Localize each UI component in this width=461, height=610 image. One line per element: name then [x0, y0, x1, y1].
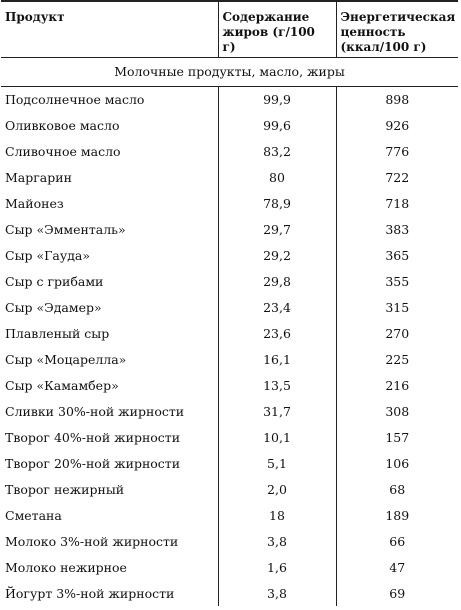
table-row [1, 190, 458, 216]
cell-energy: 47 [336, 554, 458, 580]
cell-energy: 315 [336, 294, 458, 320]
cell-energy: 383 [336, 216, 458, 242]
table-row [1, 112, 458, 138]
cell-energy: 776 [336, 138, 458, 164]
section-row [1, 57, 458, 86]
cell-product: Творог нежирный [5, 481, 125, 497]
cell-energy: 308 [336, 398, 458, 424]
table-row [1, 580, 458, 606]
table-row [1, 216, 458, 242]
cell-product: Маргарин [5, 169, 72, 185]
cell-energy: 157 [336, 424, 458, 450]
cell-fat: 29,7 [218, 216, 336, 242]
header-fat-line2: жиров (г/100 г) [222, 25, 315, 54]
cell-fat: 13,5 [218, 372, 336, 398]
cell-product: Сыр «Камамбер» [5, 377, 119, 393]
table-row [1, 268, 458, 294]
cell-fat: 18 [218, 502, 336, 528]
cell-fat: 99,6 [218, 112, 336, 138]
cell-product: Сыр «Моцарелла» [5, 351, 127, 367]
cell-fat: 80 [218, 164, 336, 190]
cell-fat: 3,8 [218, 580, 336, 606]
cell-energy: 270 [336, 320, 458, 346]
cell-fat: 1,6 [218, 554, 336, 580]
cell-energy: 66 [336, 528, 458, 554]
cell-product: Сыр «Эмменталь» [5, 221, 126, 237]
cell-energy: 365 [336, 242, 458, 268]
cell-fat: 29,2 [218, 242, 336, 268]
cell-fat: 23,6 [218, 320, 336, 346]
cell-energy: 355 [336, 268, 458, 294]
cell-fat: 10,1 [218, 424, 336, 450]
cell-fat: 16,1 [218, 346, 336, 372]
cell-fat: 99,9 [218, 86, 336, 112]
cell-energy: 225 [336, 346, 458, 372]
cell-fat: 29,8 [218, 268, 336, 294]
cell-product: Сыр «Эдамер» [5, 299, 102, 315]
table-row [1, 476, 458, 502]
header-energy-line3: (ккал/100 г) [340, 40, 427, 54]
cell-product: Сливки 30%-ной жирности [5, 403, 185, 419]
table-row [1, 502, 458, 528]
cell-energy: 216 [336, 372, 458, 398]
cell-fat: 23,4 [218, 294, 336, 320]
table-row [1, 372, 458, 398]
cell-energy: 718 [336, 190, 458, 216]
table-row [1, 346, 458, 372]
cell-energy: 68 [336, 476, 458, 502]
cell-product: Творог 40%-ной жирности [5, 429, 181, 445]
header-fat-line1: Содержание [222, 10, 310, 24]
header-product-label: Продукт [5, 10, 65, 24]
cell-product: Молоко нежирное [5, 559, 127, 575]
cell-product: Оливковое масло [5, 117, 120, 133]
table-row [1, 242, 458, 268]
cell-fat: 83,2 [218, 138, 336, 164]
table-row [1, 398, 458, 424]
table-row [1, 450, 458, 476]
nutrition-table [1, 0, 458, 606]
table-row [1, 424, 458, 450]
cell-product: Подсолнечное масло [5, 91, 145, 107]
cell-product: Майонез [5, 195, 64, 211]
cell-energy: 189 [336, 502, 458, 528]
table-header-row [1, 1, 458, 57]
cell-fat: 3,8 [218, 528, 336, 554]
table-row [1, 164, 458, 190]
table-row [1, 554, 458, 580]
header-energy [336, 1, 458, 57]
cell-energy: 722 [336, 164, 458, 190]
header-energy-line2: ценность [340, 25, 406, 39]
header-product [1, 1, 218, 57]
cell-product: Сыр «Гауда» [5, 247, 91, 263]
cell-product: Сыр с грибами [5, 273, 104, 289]
cell-energy: 106 [336, 450, 458, 476]
cell-product: Плавленый сыр [5, 325, 110, 341]
cell-product: Сливочное масло [5, 143, 121, 159]
section-title: Молочные продукты, масло, жиры [1, 57, 458, 86]
cell-product: Йогурт 3%-ной жирности [5, 585, 175, 601]
cell-product: Сметана [5, 507, 62, 523]
cell-fat: 5,1 [218, 450, 336, 476]
table-row [1, 138, 458, 164]
cell-product: Творог 20%-ной жирности [5, 455, 181, 471]
header-fat [218, 1, 336, 57]
table-row [1, 528, 458, 554]
cell-fat: 78,9 [218, 190, 336, 216]
table-row [1, 294, 458, 320]
cell-fat: 2,0 [218, 476, 336, 502]
cell-product: Молоко 3%-ной жирности [5, 533, 179, 549]
cell-energy: 926 [336, 112, 458, 138]
cell-energy: 898 [336, 86, 458, 112]
cell-fat: 31,7 [218, 398, 336, 424]
header-energy-line1: Энергетическая [340, 10, 456, 24]
table-row [1, 86, 458, 112]
cell-energy: 69 [336, 580, 458, 606]
table-row [1, 320, 458, 346]
